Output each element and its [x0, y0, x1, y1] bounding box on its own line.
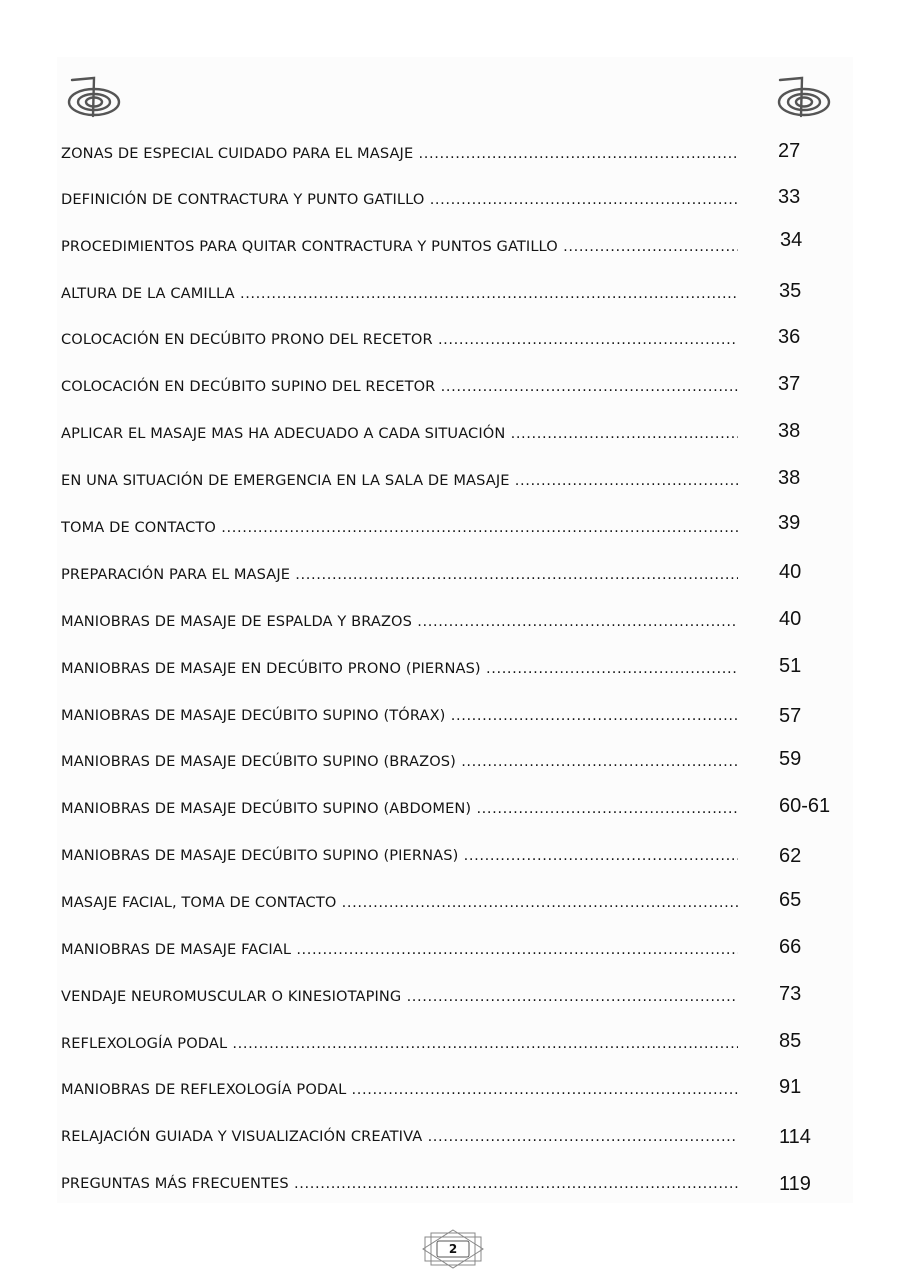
toc-entry-page: 65 [779, 889, 802, 911]
toc-entry-title: ALTURA DE LA CAMILLA ..... [61, 284, 738, 304]
toc-entry-title: ZONAS DE ESPECIAL CUIDADO PARA EL MASAJE ..... [61, 144, 738, 164]
toc-entry-title: MANIOBRAS DE MASAJE DECÚBITO SUPINO (ABDOMEN) ..... [61, 799, 738, 819]
toc-entry[interactable] [61, 420, 851, 448]
toc-entry-title: VENDAJE NEUROMUSCULAR O KINESIOTAPING ..... [61, 987, 738, 1007]
cho-ku-rei-symbol-icon [774, 74, 834, 120]
toc-entry-title: MANIOBRAS DE MASAJE DE ESPALDA Y BRAZOS ..... [61, 612, 738, 632]
toc-entry[interactable] [61, 795, 851, 823]
toc-entry-page: 59 [779, 748, 802, 770]
toc-entry[interactable] [61, 655, 851, 683]
toc-entry[interactable] [61, 280, 851, 308]
toc-entry-title: MANIOBRAS DE MASAJE EN DECÚBITO PRONO (PIERNAS) ..... [61, 659, 738, 679]
toc-entry-title: MANIOBRAS DE MASAJE DECÚBITO SUPINO (BRAZOS) ..... [61, 752, 738, 772]
toc-entry-page: 66 [779, 936, 802, 958]
toc-entry-page: 33 [778, 186, 801, 208]
toc-entry[interactable] [61, 608, 851, 636]
toc-entry[interactable] [61, 561, 851, 589]
toc-entry[interactable] [61, 889, 851, 917]
toc-entry-page: 62 [779, 845, 802, 867]
toc-entry-page: 85 [779, 1030, 802, 1052]
toc-entry[interactable] [61, 467, 851, 495]
toc-entry[interactable] [61, 229, 851, 261]
cho-ku-rei-symbol-icon [66, 74, 126, 120]
toc-entry-page: 27 [778, 140, 801, 162]
toc-entry-page: 35 [779, 280, 802, 302]
toc-entry[interactable] [61, 1030, 851, 1058]
toc-entry-page: 51 [779, 655, 802, 677]
toc-entry-page: 73 [779, 983, 802, 1005]
toc-entry[interactable] [61, 140, 851, 168]
toc-entry[interactable] [61, 846, 851, 870]
toc-entry[interactable] [61, 512, 851, 542]
toc-entry-title: PREGUNTAS MÁS FRECUENTES ..... [61, 1174, 738, 1194]
toc-entry[interactable] [61, 1076, 851, 1104]
toc-entry-title: MANIOBRAS DE REFLEXOLOGÍA PODAL ..... [61, 1080, 738, 1100]
toc-entry-title: REFLEXOLOGÍA PODAL ..... [61, 1034, 738, 1054]
page-number: 2 [448, 1242, 458, 1256]
toc-entry[interactable] [61, 373, 851, 401]
toc-entry[interactable] [61, 326, 851, 354]
toc-entry-title: DEFINICIÓN DE CONTRACTURA Y PUNTO GATILLO ..... [61, 190, 738, 210]
toc-entry[interactable] [61, 706, 851, 730]
toc-entry-title: MASAJE FACIAL, TOMA DE CONTACTO ..... [61, 893, 738, 913]
toc-entry-page: 37 [778, 373, 801, 395]
toc-entry[interactable] [61, 983, 851, 1011]
toc-entry-title: PROCEDIMIENTOS PARA QUITAR CONTRACTURA Y PUNTOS GATILLO ..... [61, 237, 738, 257]
toc-entry[interactable] [61, 748, 851, 776]
toc-entry-title: COLOCACIÓN EN DECÚBITO SUPINO DEL RECETOR ..... [61, 377, 738, 397]
toc-entry[interactable] [61, 186, 851, 214]
toc-entry[interactable] [61, 1174, 851, 1198]
toc-entry[interactable] [61, 936, 851, 964]
toc-entry-page: 57 [779, 705, 802, 727]
toc-entry-page: 36 [778, 326, 801, 348]
toc-entry-page: 38 [778, 420, 801, 442]
toc-entry-page: 40 [779, 608, 802, 630]
toc-entry-page: 34 [780, 229, 803, 251]
toc-entry-page: 40 [779, 561, 802, 583]
toc-entry-title: TOMA DE CONTACTO ..... [61, 518, 738, 538]
toc-entry-title: PREPARACIÓN PARA EL MASAJE ..... [61, 565, 738, 585]
toc-entry-page: 60-61 [779, 795, 831, 817]
page-number-footer [421, 1229, 485, 1269]
toc-entry-title: MANIOBRAS DE MASAJE DECÚBITO SUPINO (PIERNAS) ..... [61, 846, 738, 866]
toc-entry-title: EN UNA SITUACIÓN DE EMERGENCIA EN LA SALA DE MASAJE ..... [61, 471, 738, 491]
toc-entry-title: APLICAR EL MASAJE MAS HA ADECUADO A CADA SITUACIÓN ..... [61, 424, 738, 444]
toc-entry-page: 114 [779, 1126, 811, 1148]
toc-entry-title: MANIOBRAS DE MASAJE DECÚBITO SUPINO (TÓRAX) ..... [61, 706, 738, 726]
toc-entry-title: MANIOBRAS DE MASAJE FACIAL ..... [61, 940, 738, 960]
toc-entry-page: 38 [778, 467, 801, 489]
toc-entry-title: RELAJACIÓN GUIADA Y VISUALIZACIÓN CREATIVA ..... [61, 1127, 738, 1147]
toc-entry-title: COLOCACIÓN EN DECÚBITO PRONO DEL RECETOR ..... [61, 330, 738, 350]
toc-entry-page: 39 [778, 512, 801, 534]
toc-entry[interactable] [61, 1127, 851, 1151]
toc-entry-page: 91 [779, 1076, 802, 1098]
toc-entry-page: 119 [779, 1173, 811, 1195]
